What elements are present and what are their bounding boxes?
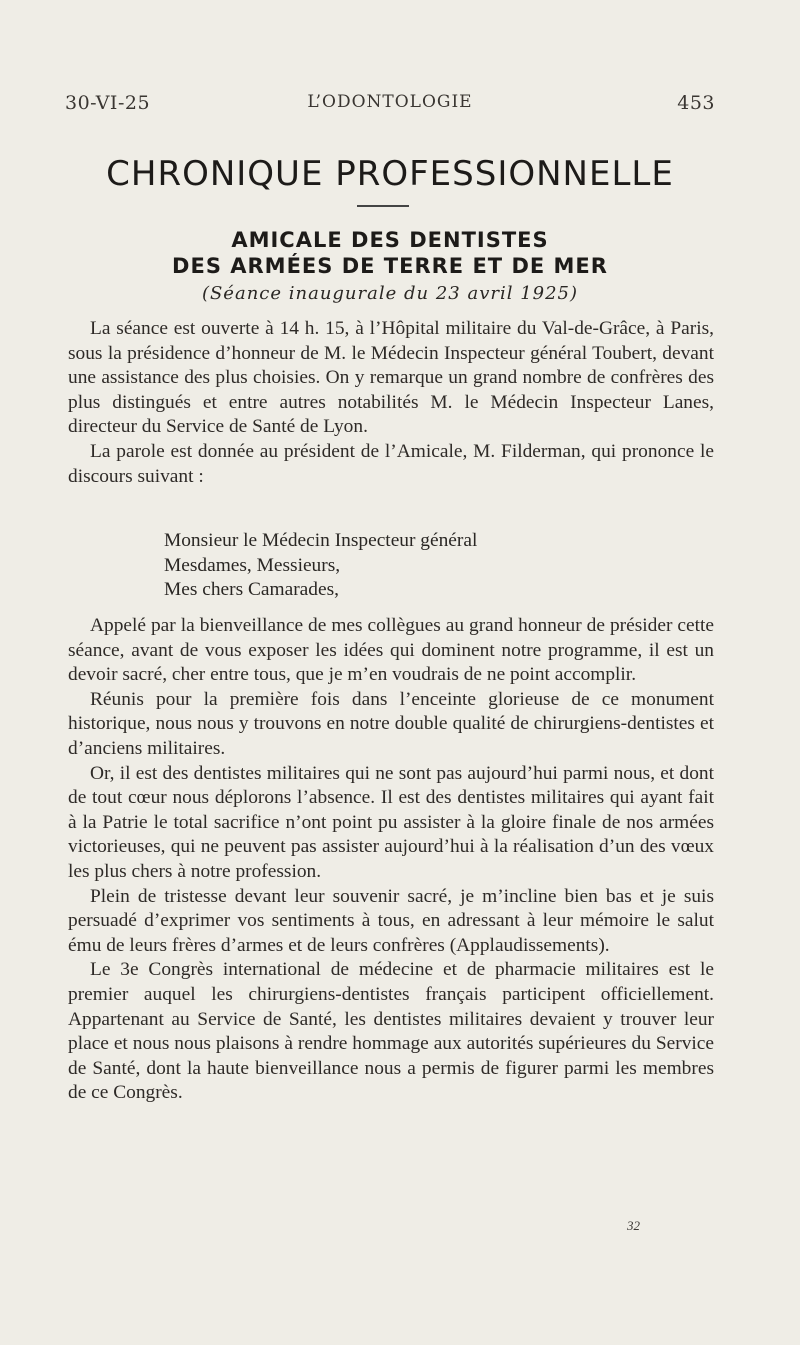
signature-mark: 32 bbox=[627, 1218, 640, 1233]
paragraph: Plein de tristesse devant leur souvenir sacré, je m’incline bien bas et je suis persuadé d’exprimer vos sentiments à tous, en adressant à leur mémoire le salut ému de leurs frères d’armes et de leurs confrères (Applaudissements). bbox=[68, 885, 714, 956]
article-heading-line1: AMICALE DES DENTISTES bbox=[231, 228, 549, 252]
salutation-line: Monsieur le Médecin Inspecteur général bbox=[164, 530, 478, 551]
paragraph: Appelé par la bienveillance de mes collègues au grand honneur de présider cette séance, avant de vous exposer les idées qui dominent notre programme, il est un devoir sacré, cher entre tous, que je m’en voudrais de ne point accomplir. bbox=[68, 615, 714, 686]
speech-text bbox=[68, 614, 714, 1106]
salutation-line: Mes chers Camarades, bbox=[164, 579, 339, 601]
paragraph: La séance est ouverte à 14 h. 15, à l’Hôpital militaire du Val-de-Grâce, à Paris, sous la présidence d’honneur de M. le Médecin Inspecteur général Toubert, devant une assistance des plus choisies. On y remarque un grand nombre de confrères des plus distingués et entre autres notabilités M. le Médecin Inspecteur Lanes, directeur du Service de Santé de Lyon. bbox=[68, 318, 714, 438]
article-subtitle: (Séance inaugurale du 23 avril 1925) bbox=[201, 283, 579, 304]
intro-text bbox=[68, 317, 714, 489]
speech-salutation bbox=[164, 529, 477, 603]
title-divider bbox=[357, 205, 409, 207]
paragraph: Le 3e Congrès international de médecine et de pharmacie militaires est le premier auquel les chirurgiens-dentistes français participent officiellement. Appartenant au Service de Santé, les dentistes militaires devaient y trouver leur place et nous nous plaisons à rendre hommage aux autorités supérieures du Service de Santé, dont la haute bienveillance nous a permis de figurer parmi les membres de ce Congrès. bbox=[68, 959, 714, 1104]
header-page-number: 453 bbox=[677, 92, 715, 114]
section-title: CHRONIQUE PROFESSIONNELLE bbox=[106, 154, 674, 194]
paragraph: Réunis pour la première fois dans l’enceinte glorieuse de ce monument historique, nous nous y trouvons en notre double qualité de chirurgiens-dentistes et d’anciens militaires. bbox=[68, 688, 714, 759]
header-journal: L’ODONTOLOGIE bbox=[307, 92, 473, 112]
article-heading-line2: DES ARMÉES DE TERRE ET DE MER bbox=[172, 254, 608, 278]
paragraph: La parole est donnée au président de l’Amicale, M. Filderman, qui prononce le discours suivant : bbox=[68, 440, 714, 487]
salutation-line: Mesdames, Messieurs, bbox=[164, 554, 341, 576]
header-date: 30-VI-25 bbox=[65, 92, 151, 114]
paragraph: Or, il est des dentistes militaires qui ne sont pas aujourd’hui parmi nous, et dont de tout cœur nous déplorons l’absence. Il est des dentistes militaires qui ayant fait à la Patrie le total sacrifice n’ont point pu assister à la gloire finale de nos armées victorieuses, qui ne peuvent pas assister aujourd’hui à la réalisation d’un des vœux les plus chers à notre profession. bbox=[68, 762, 714, 882]
